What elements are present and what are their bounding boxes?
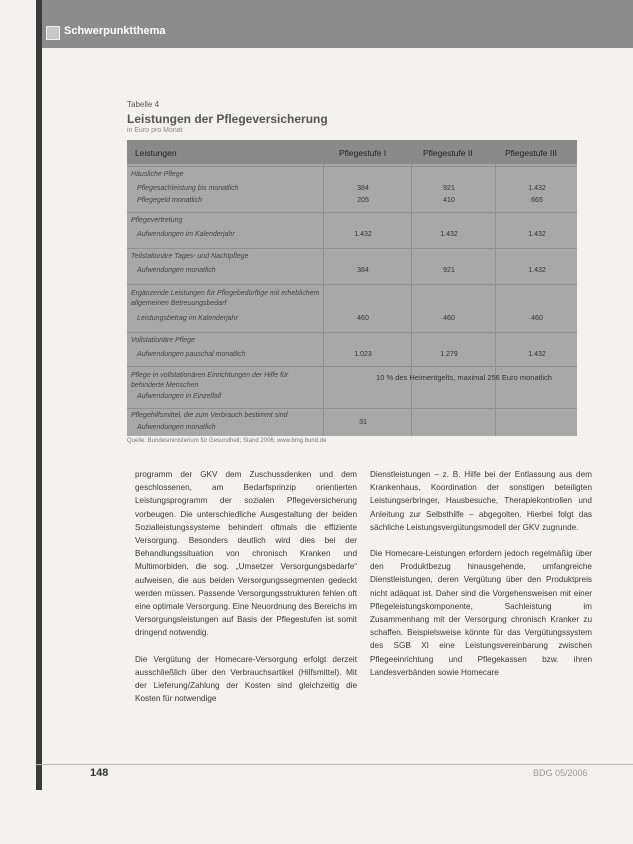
paragraph: Dienstleistungen – z. B. Hilfe bei der Entlassung aus dem Krankenhaus, Koordination der sonstigen beteiligten Leistungserbringer, Hausbesuche, Therapiekontrollen und Anleitung zur Selbsthilfe – abgegolten. Hierbei folgt das sächliche Leistungsvergütungsmodell der GKV zugrunde. <box>370 470 592 532</box>
cell-value: 1.432 <box>528 351 546 358</box>
row-label: Aufwendungen im Kalenderjahr <box>137 231 235 238</box>
table-row <box>127 248 577 283</box>
cell-value: 31 <box>359 419 367 426</box>
footer-rule <box>36 764 633 765</box>
page-number: 148 <box>90 767 109 779</box>
row-category: Pflege in vollstationären Einrichtungen der Hilfe für behinderte Menschen <box>131 372 289 389</box>
cell-value: 205 <box>357 197 369 204</box>
cell-value: 1.432 <box>440 231 458 238</box>
cell-value: 1.432 <box>528 231 546 238</box>
row-label: Aufwendungen pauschal monatlich <box>137 351 246 358</box>
left-binding-strip <box>36 0 42 790</box>
row-label: Pflegesachleistung bis monatlich <box>137 185 239 192</box>
paragraph: programm der GKV dem Zuschussdenken und dem geschlossenen, am Bedarfsprinzip orientierten Leistungsprogramm der sozialen Pflegeversicherung vorbeugen. Die unterschiedliche Ausgestaltung der beiden Sozialleistungssysteme behindert oftmals die effiziente Versorgung. Besonders deutlich wird dies bei der Behandlungssituation von chronisch Kranken und Multimorbiden, die sog. „Umsetzer Versorgungsbedarfe“ aufweisen, die aus beiden Versorgungssegmenten gedeckt werden müssen. Passende Versorgungsstrukturen fehlen oft eine optimale Versorgung. Eine Neuordnung des Bereichs im Versorgungsleistungen auf Basis der Pflegestufen ist somit dringend notwendig. <box>135 470 357 638</box>
table-row <box>127 332 577 365</box>
row-category: Pflegevertretung <box>131 217 183 224</box>
journal-issue: BDG 05/2006 <box>533 768 588 778</box>
table-title: Leistungen der Pflegeversicherung <box>127 112 328 126</box>
table-label: Tabelle 4 <box>127 100 160 109</box>
cell-value: 1.279 <box>440 351 458 358</box>
cell-value: 384 <box>357 267 369 274</box>
table-row <box>127 166 577 211</box>
table-row <box>127 408 577 437</box>
row-category: Teilstationäre Tages- und Nachtpflege <box>131 253 249 260</box>
right-column <box>370 468 592 692</box>
cell-value: 460 <box>357 315 369 322</box>
section-logo-icon <box>46 26 60 40</box>
row-label: Aufwendungen in Einzelfall <box>137 393 222 400</box>
cell-value: 1.023 <box>354 351 372 358</box>
col-header-leistungen: Leistungen <box>135 148 177 158</box>
row-label: Pflegegeld monatlich <box>137 197 202 204</box>
table-header <box>127 140 577 164</box>
cell-value: 1.432 <box>528 267 546 274</box>
col-header-stufe-1: Pflegestufe I <box>339 148 387 158</box>
merged-note: 10 % des Heimentgelts, maximal 256 Euro monatlich <box>376 373 552 382</box>
col-header-stufe-2: Pflegestufe II <box>423 148 473 158</box>
cell-value: 665 <box>531 197 543 204</box>
cell-value: 1.432 <box>354 231 372 238</box>
cell-value: 460 <box>531 315 543 322</box>
row-label: Aufwendungen monatlich <box>137 424 216 431</box>
paragraph: Die Homecare-Leistungen erfordern jedoch regelmäßig über den Produktbezug hinausgehende, umfangreiche Dienstleistungen, deren Vergütung über den Produktpreis nicht adäquat ist. Daher sind die Vorgehensweisen mit einer Pflegeleistungskomponente, Sachleistung im Zusammenhang mit der Versorgung chronisch Kranker zu schaffen. Beispielsweise könnte für das Vergütungssystem des SGB XI eine Leistungsvereinbarung zwischen Pflegeeinrichtung und Pflegekassen bzw. ihren Landesverbänden sowie Homecare <box>370 549 592 677</box>
table-subtitle: in Euro pro Monat <box>127 127 183 134</box>
table-source: Quelle: Bundesministerium für Gesundheit; Stand 2006; www.bmg.bund.de <box>127 438 327 444</box>
cell-value: 921 <box>443 267 455 274</box>
cell-value: 1.432 <box>528 185 546 192</box>
cell-value: 384 <box>357 185 369 192</box>
col-header-stufe-3: Pflegestufe III <box>505 148 557 158</box>
paragraph: Die Vergütung der Homecare-Versorgung erfolgt derzeit ausschließlich über den Verbrauchsartikel (Hilfsmittel). Mit der Lieferung/Zahlung der Kosten sind gleichzeitig die Kosten für notwendige <box>135 654 357 704</box>
header-band <box>36 0 633 48</box>
left-column <box>135 468 357 718</box>
row-category: Häusliche Pflege <box>131 171 184 178</box>
section-title: Schwerpunktthema <box>64 25 166 37</box>
cell-value: 460 <box>443 315 455 322</box>
benefits-table <box>127 140 577 436</box>
row-label: Aufwendungen monatlich <box>137 267 216 274</box>
row-label: Leistungsbetrag im Kalenderjahr <box>137 315 238 322</box>
cell-value: 921 <box>443 185 455 192</box>
row-category: Vollstationäre Pflege <box>131 337 195 344</box>
row-category: Ergänzende Leistungen für Pflegebedürftige mit erheblichem allgemeinen Betreuungsbedarf <box>131 290 320 307</box>
table-row <box>127 284 577 331</box>
row-category: Pflegehilfsmittel, die zum Verbrauch bestimmt sind <box>131 412 288 419</box>
cell-value: 410 <box>443 197 455 204</box>
table-row <box>127 212 577 247</box>
